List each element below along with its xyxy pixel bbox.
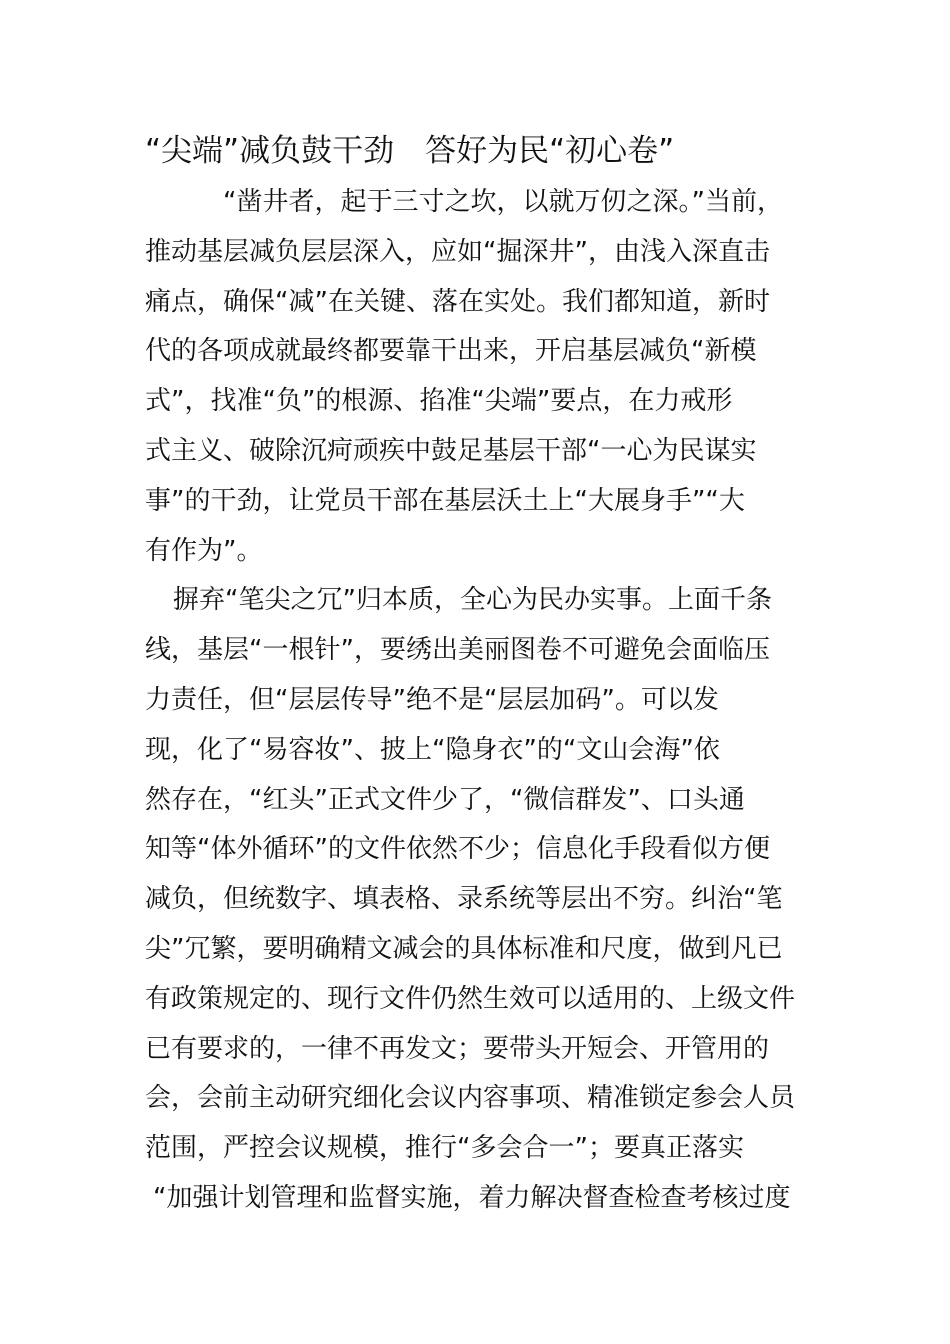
paragraph-2-line-1: 摒弃“笔尖之冗”归本质，全心为民办实事。上面千条 <box>173 585 772 616</box>
paragraph-2-line-6: 知等“体外循环”的文件依然不少；信息化手段看似方便 <box>145 834 770 865</box>
paragraph-2-line-2: 线，基层“一根针”，要绣出美丽图卷不可避免会面临压 <box>145 635 770 666</box>
paragraph-2-line-10: 已有要求的，一律不再发文；要带头开短会、开管用的 <box>145 1033 770 1064</box>
paragraph-1-line-6: 式主义、破除沉疴顽疾中鼓足基层干部“一心为民谋实 <box>145 435 757 466</box>
paragraph-1-line-5: 式”，找准“负”的根源、掐准“尖端”要点，在力戒形 <box>145 386 733 417</box>
paragraph-1-line-3: 痛点，确保“减”在关键、落在实处。我们都知道，新时 <box>145 286 770 317</box>
paragraph-2-line-11: 会，会前主动研究细化会议内容事项、精准锁定参会人员 <box>145 1083 796 1114</box>
paragraph-1-line-4: 代的各项成就最终都要靠干出来，开启基层减负“新模 <box>145 336 757 367</box>
paragraph-2-line-5: 然存在，“红头”正式文件少了，“微信群发”、口头通 <box>145 784 745 815</box>
paragraph-2-line-3: 力责任，但“层层传导”绝不是“层层加码”。可以发 <box>145 684 719 715</box>
paragraph-2-line-9: 有政策规定的、现行文件仍然生效可以适用的、上级文件 <box>145 983 796 1014</box>
article-title: “尖端”减负鼓干劲 答好为民“初心卷” <box>145 133 675 169</box>
paragraph-2-line-7: 减负，但统数字、填表格、录系统等层出不穷。纠治“笔 <box>145 884 783 915</box>
paragraph-1-line-8: 有作为”。 <box>145 535 263 566</box>
paragraph-1-line-7: 事”的干劲，让党员干部在基层沃土上“大展身手”“大 <box>145 485 745 516</box>
paragraph-2-line-4: 现，化了“易容妆”、披上“隐身衣”的“文山会海”依 <box>145 734 720 765</box>
paragraph-1-line-1: “凿井者，起于三寸之坎，以就万仞之深。”当前， <box>223 187 783 217</box>
paragraph-1-line-2: 推动基层减负层层深入，应如“掘深井”，由浅入深直击 <box>145 236 770 267</box>
paragraph-2-line-13: “加强计划管理和监督实施，着力解决督查检查考核过度 <box>153 1182 791 1213</box>
article-body <box>145 178 815 1224</box>
paragraph-2-line-8: 尖”冗繁，要明确精文减会的具体标准和尺度，做到凡已 <box>145 933 783 964</box>
paragraph-2-line-12: 范围，严控会议规模，推行“多会合一”；要真正落实 <box>145 1133 744 1164</box>
